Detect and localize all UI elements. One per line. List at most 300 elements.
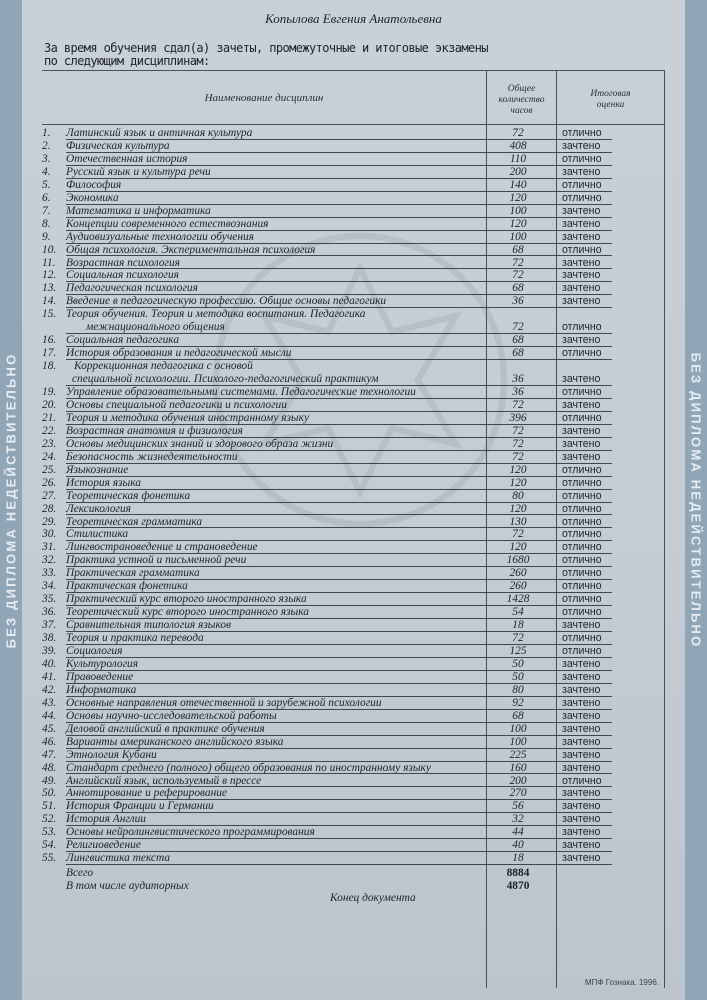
row-number: 24. bbox=[42, 450, 57, 463]
hours-value: 270 bbox=[509, 787, 527, 800]
discipline-name: История языка bbox=[66, 476, 141, 489]
hours-value: 36 bbox=[512, 295, 524, 308]
row-number: 11. bbox=[42, 256, 56, 269]
grade-value: отлично bbox=[562, 515, 602, 528]
row-number: 5. bbox=[42, 178, 51, 191]
row-number: 23. bbox=[42, 437, 57, 450]
grade-value: отлично bbox=[562, 489, 602, 502]
discipline-name: Физическая культура bbox=[66, 139, 170, 152]
table-row bbox=[42, 645, 612, 658]
row-underline bbox=[66, 864, 612, 865]
grade-value: зачтено bbox=[562, 282, 601, 295]
discipline-name: Экономика bbox=[66, 191, 119, 204]
discipline-name: Основы нейролингвистического программирования bbox=[66, 826, 315, 839]
grade-value: отлично bbox=[562, 580, 602, 593]
table-row bbox=[42, 606, 612, 619]
grade-value: отлично bbox=[562, 178, 602, 191]
row-number: 37. bbox=[42, 619, 57, 632]
table-row bbox=[42, 490, 612, 503]
hours-value: 72 bbox=[512, 437, 524, 450]
discipline-name: Теория и практика перевода bbox=[66, 632, 204, 645]
hours-value: 68 bbox=[512, 347, 524, 360]
table-row bbox=[42, 736, 612, 749]
discipline-name: Аннотирование и реферирование bbox=[66, 787, 227, 800]
table-header-border bbox=[42, 124, 665, 125]
header-hours-line-1: Общее bbox=[507, 84, 536, 94]
discipline-name: История Англии bbox=[66, 813, 146, 826]
row-number: 7. bbox=[42, 204, 51, 217]
row-number: 46. bbox=[42, 735, 57, 748]
table-row bbox=[42, 567, 612, 580]
table-row bbox=[42, 308, 612, 334]
table-row bbox=[42, 205, 612, 218]
table-row bbox=[42, 231, 612, 244]
table-row bbox=[42, 412, 612, 425]
discipline-name: Деловой английский в практике обучения bbox=[66, 722, 265, 735]
grade-value: отлично bbox=[562, 127, 602, 139]
header-grade-line-2: оценка bbox=[596, 100, 625, 110]
grade-value: зачтено bbox=[562, 217, 601, 230]
grade-value: отлично bbox=[562, 541, 602, 554]
hours-value: 408 bbox=[509, 139, 527, 152]
hours-value: 68 bbox=[512, 334, 524, 347]
table-row bbox=[42, 399, 612, 412]
row-number: 50. bbox=[42, 787, 57, 800]
grade-value: зачтено bbox=[562, 619, 601, 632]
discipline-name: Культурология bbox=[66, 657, 139, 670]
grade-value: отлично bbox=[562, 593, 602, 606]
hours-value: 72 bbox=[512, 424, 524, 437]
table-row bbox=[42, 503, 612, 516]
grade-value: отлично bbox=[562, 321, 602, 334]
discipline-name: История Франции и Германии bbox=[66, 800, 214, 813]
discipline-name: Отечественная история bbox=[66, 152, 188, 165]
row-number: 30. bbox=[42, 528, 57, 541]
table-row bbox=[42, 244, 612, 257]
table-row bbox=[42, 464, 612, 477]
discipline-name: Практика устной и письменной речи bbox=[66, 554, 247, 567]
hours-value: 54 bbox=[512, 606, 524, 619]
row-number: 52. bbox=[42, 813, 57, 826]
row-number: 26. bbox=[42, 476, 57, 489]
row-number: 51. bbox=[42, 800, 57, 813]
auditory-label: В том числе аудиторных bbox=[66, 880, 189, 892]
hours-value: 50 bbox=[512, 670, 524, 683]
hours-value: 50 bbox=[512, 657, 524, 670]
discipline-name: История образования и педагогической мысли bbox=[66, 347, 292, 360]
grade-value: зачтено bbox=[562, 204, 601, 217]
grade-value: зачтено bbox=[562, 269, 601, 282]
auditory-value: 4870 bbox=[506, 880, 530, 892]
discipline-name: Социальная педагогика bbox=[66, 334, 180, 347]
header-grade bbox=[557, 89, 664, 111]
table-row bbox=[42, 697, 612, 710]
hours-value: 125 bbox=[509, 645, 527, 657]
table-row bbox=[42, 127, 612, 140]
left-validity-band bbox=[0, 0, 22, 1000]
hours-value: 32 bbox=[512, 813, 524, 826]
row-number: 29. bbox=[42, 515, 57, 528]
table-row bbox=[42, 386, 612, 399]
discipline-name: Религиоведение bbox=[66, 839, 141, 852]
hours-value: 396 bbox=[509, 411, 527, 424]
discipline-name: Возрастная анатомия и физиология bbox=[66, 424, 243, 437]
auditory-row bbox=[42, 880, 612, 893]
hours-value: 130 bbox=[509, 515, 527, 528]
discipline-name: Философия bbox=[66, 178, 122, 191]
grade-value: отлично bbox=[562, 243, 602, 256]
hours-value: 140 bbox=[509, 178, 527, 191]
hours-value: 260 bbox=[509, 567, 527, 580]
discipline-name: Лингвострановедение и страноведение bbox=[66, 541, 258, 554]
row-number: 31. bbox=[42, 541, 57, 554]
hours-value: 80 bbox=[512, 489, 524, 502]
table-row bbox=[42, 166, 612, 179]
grade-value: отлично bbox=[562, 502, 602, 515]
grade-value: отлично bbox=[562, 774, 602, 787]
hours-value: 68 bbox=[512, 282, 524, 295]
table-row bbox=[42, 762, 612, 775]
total-value: 8884 bbox=[506, 867, 530, 879]
discipline-name: Языкознание bbox=[66, 463, 129, 476]
hours-value: 68 bbox=[512, 709, 524, 722]
table-row bbox=[42, 619, 612, 632]
row-number: 40. bbox=[42, 657, 57, 670]
grade-value: отлично bbox=[562, 463, 602, 476]
row-number: 13. bbox=[42, 282, 57, 295]
row-number: 6. bbox=[42, 191, 51, 204]
row-number: 38. bbox=[42, 632, 57, 645]
discipline-name: Безопасность жизнедеятельности bbox=[66, 450, 238, 463]
hours-value: 120 bbox=[509, 217, 527, 230]
discipline-name: Социальная психология bbox=[66, 269, 179, 282]
row-number: 34. bbox=[42, 580, 57, 593]
hours-value: 260 bbox=[509, 580, 527, 593]
grade-value: отлично bbox=[562, 645, 602, 657]
table-row bbox=[42, 179, 612, 192]
hours-value: 100 bbox=[509, 230, 527, 243]
row-number: 17. bbox=[42, 347, 57, 360]
grade-value: отлично bbox=[562, 191, 602, 204]
hours-value: 80 bbox=[512, 683, 524, 696]
table-row bbox=[42, 282, 612, 295]
grade-value: отлично bbox=[562, 152, 602, 165]
row-number: 20. bbox=[42, 398, 57, 411]
discipline-name: Стандарт среднего (полного) общего образования по иностранному языку bbox=[66, 761, 431, 774]
left-validity-text: БЕЗ ДИПЛОМА НЕДЕЙСТВИТЕЛЬНО bbox=[3, 352, 19, 648]
intro-line-2: по следующим дисциплинам: bbox=[44, 54, 210, 68]
discipline-name: Варианты американского английского языка bbox=[66, 735, 284, 748]
grade-value: зачтено bbox=[562, 787, 601, 800]
discipline-name: Аудиовизуальные технологии обучения bbox=[66, 230, 254, 243]
table-row bbox=[42, 710, 612, 723]
grade-value: зачтено bbox=[562, 230, 601, 243]
hours-value: 160 bbox=[509, 761, 527, 774]
grade-value: зачтено bbox=[562, 165, 601, 178]
table-row bbox=[42, 451, 612, 464]
row-number: 14. bbox=[42, 295, 57, 308]
table-row bbox=[42, 516, 612, 529]
hours-value: 72 bbox=[512, 632, 524, 645]
table-row bbox=[42, 593, 612, 606]
table-row bbox=[42, 800, 612, 813]
table-row bbox=[42, 140, 612, 153]
header-hours-line-3: часов bbox=[510, 106, 533, 116]
discipline-name: Правоведение bbox=[66, 670, 134, 683]
hours-value: 18 bbox=[512, 619, 524, 632]
hours-value: 120 bbox=[509, 502, 527, 515]
hours-value: 120 bbox=[509, 476, 527, 489]
right-validity-text: БЕЗ ДИПЛОМА НЕДЕЙСТВИТЕЛЬНО bbox=[688, 352, 704, 648]
row-number: 4. bbox=[42, 165, 51, 178]
hours-value: 40 bbox=[512, 839, 524, 852]
discipline-name: Английский язык, используемый в прессе bbox=[66, 774, 262, 787]
discipline-name: Сравнительная типология языков bbox=[66, 619, 232, 632]
grade-value: зачтено bbox=[562, 735, 601, 748]
table-row bbox=[42, 839, 612, 852]
discipline-name: Практическая грамматика bbox=[66, 567, 200, 580]
grade-value: зачтено bbox=[562, 295, 601, 308]
grade-value: отлично bbox=[562, 528, 602, 541]
row-number: 25. bbox=[42, 463, 57, 476]
table-row bbox=[42, 775, 612, 788]
table-row bbox=[42, 153, 612, 166]
row-number: 48. bbox=[42, 761, 57, 774]
hours-value: 68 bbox=[512, 243, 524, 256]
grade-value: зачтено bbox=[562, 450, 601, 463]
hours-value: 120 bbox=[509, 463, 527, 476]
discipline-name: Этнология Кубани bbox=[66, 748, 157, 761]
discipline-name: Общая психология. Экспериментальная психология bbox=[66, 243, 316, 256]
grade-value: отлично bbox=[562, 476, 602, 489]
grade-value: зачтено bbox=[562, 748, 601, 761]
grade-value: отлично bbox=[562, 567, 602, 580]
column-divider-right bbox=[664, 70, 665, 988]
row-number: 2. bbox=[42, 139, 51, 152]
table-row bbox=[42, 787, 612, 800]
row-number: 49. bbox=[42, 774, 57, 787]
discipline-name: Теория и методика обучения иностранному языку bbox=[66, 411, 310, 424]
table-row bbox=[42, 813, 612, 826]
table-row bbox=[42, 192, 612, 205]
discipline-name: Теоретическая грамматика bbox=[66, 515, 203, 528]
discipline-name: Информатика bbox=[66, 683, 137, 696]
hours-value: 72 bbox=[512, 528, 524, 541]
hours-value: 120 bbox=[509, 191, 527, 204]
table-row bbox=[42, 257, 612, 270]
hours-value: 72 bbox=[512, 256, 524, 269]
grade-value: зачтено bbox=[562, 139, 601, 152]
row-number: 12. bbox=[42, 269, 57, 282]
grade-value: зачтено bbox=[562, 852, 601, 865]
table-row bbox=[42, 425, 612, 438]
table-row bbox=[42, 360, 612, 386]
discipline-name: Теоретическая фонетика bbox=[66, 489, 191, 502]
row-number: 28. bbox=[42, 502, 57, 515]
table-row bbox=[42, 671, 612, 684]
discipline-name: Теоретический курс второго иностранного языка bbox=[66, 606, 309, 619]
row-number: 36. bbox=[42, 606, 57, 619]
discipline-name: Теория обучения. Теория и методика воспитания. Педагогика bbox=[66, 308, 366, 321]
row-number: 45. bbox=[42, 722, 57, 735]
table-row bbox=[42, 347, 612, 360]
grade-value: зачтено bbox=[562, 398, 601, 411]
hours-value: 18 bbox=[512, 852, 524, 865]
table-row bbox=[42, 684, 612, 697]
hours-value: 72 bbox=[512, 269, 524, 282]
intro-line-1: За время обучения сдал(а) зачеты, промежуточные и итоговые экзамены bbox=[44, 41, 488, 55]
table-row bbox=[42, 218, 612, 231]
table-row bbox=[42, 580, 612, 593]
row-number: 15. bbox=[42, 308, 57, 321]
grade-value: зачтено bbox=[562, 722, 601, 735]
right-validity-band bbox=[685, 0, 707, 1000]
grade-value: зачтено bbox=[562, 709, 601, 722]
hours-value: 200 bbox=[509, 774, 527, 787]
grade-value: зачтено bbox=[562, 373, 601, 386]
row-number: 1. bbox=[42, 127, 51, 139]
hours-value: 225 bbox=[509, 748, 527, 761]
table-row bbox=[42, 826, 612, 839]
discipline-name: Стилистика bbox=[66, 528, 129, 541]
hours-value: 72 bbox=[512, 127, 524, 139]
discipline-name: Основы научно-исследовательской работы bbox=[66, 709, 277, 722]
row-number: 47. bbox=[42, 748, 57, 761]
header-hours-line-2: количество bbox=[498, 95, 545, 105]
row-number: 8. bbox=[42, 217, 51, 230]
hours-value: 44 bbox=[512, 826, 524, 839]
grade-value: отлично bbox=[562, 554, 602, 567]
grade-value: зачтено bbox=[562, 424, 601, 437]
intro-text bbox=[44, 42, 488, 68]
row-number: 53. bbox=[42, 826, 57, 839]
row-number: 9. bbox=[42, 230, 51, 243]
discipline-name: Практический курс второго иностранного языка bbox=[66, 593, 307, 606]
discipline-name: Педагогическая психология bbox=[66, 282, 198, 295]
table-row bbox=[42, 295, 612, 308]
discipline-name: Латинский язык и античная культура bbox=[66, 127, 253, 139]
grade-value: зачтено bbox=[562, 437, 601, 450]
total-row bbox=[42, 867, 612, 880]
table-row bbox=[42, 541, 612, 554]
hours-value: 36 bbox=[512, 373, 524, 386]
discipline-name: Основы медицинских знаний и здорового образа жизни bbox=[66, 437, 334, 450]
row-number: 43. bbox=[42, 696, 57, 709]
grade-value: зачтено bbox=[562, 657, 601, 670]
discipline-name: Социология bbox=[66, 645, 123, 657]
table-row bbox=[42, 852, 612, 865]
discipline-name: Введение в педагогическую профессию. Общие основы педагогики bbox=[66, 295, 387, 308]
grade-value: зачтено bbox=[562, 839, 601, 852]
table-row bbox=[42, 749, 612, 762]
discipline-name: Основные направления отечественной и зарубежной психологии bbox=[66, 696, 382, 709]
grade-value: зачтено bbox=[562, 826, 601, 839]
grade-value: зачтено bbox=[562, 800, 601, 813]
grade-value: зачтено bbox=[562, 761, 601, 774]
grade-value: зачтено bbox=[562, 670, 601, 683]
discipline-name: Управление образовательными системами. Педагогические технологии bbox=[66, 386, 416, 398]
hours-value: 200 bbox=[509, 165, 527, 178]
discipline-name: Коррекционная педагогика с основой bbox=[74, 360, 253, 373]
grade-value: отлично bbox=[562, 411, 602, 424]
discipline-name: Лексикология bbox=[66, 502, 131, 515]
table-row bbox=[42, 269, 612, 282]
discipline-name: Математика и информатика bbox=[66, 204, 211, 217]
header-discipline: Наименование дисциплин bbox=[204, 92, 324, 104]
row-number: 16. bbox=[42, 334, 57, 347]
table-row bbox=[42, 632, 612, 645]
hours-value: 72 bbox=[512, 321, 524, 334]
row-number: 39. bbox=[42, 645, 57, 657]
row-number: 55. bbox=[42, 852, 57, 865]
header-grade-line-1: Итоговая bbox=[590, 89, 631, 99]
table-top-border bbox=[42, 70, 665, 71]
grade-value: отлично bbox=[562, 632, 602, 645]
hours-value: 100 bbox=[509, 735, 527, 748]
row-number: 21. bbox=[42, 411, 57, 424]
discipline-name: Практическая фонетика bbox=[66, 580, 188, 593]
row-number: 35. bbox=[42, 593, 57, 606]
discipline-name: Лингвистика текста bbox=[66, 852, 171, 865]
header-hours bbox=[487, 84, 556, 117]
grade-value: отлично bbox=[562, 386, 602, 398]
row-number: 32. bbox=[42, 554, 57, 567]
row-number: 54. bbox=[42, 839, 57, 852]
hours-value: 110 bbox=[509, 152, 527, 165]
hours-value: 1680 bbox=[506, 554, 530, 567]
row-number: 22. bbox=[42, 424, 57, 437]
table-row bbox=[42, 528, 612, 541]
hours-value: 1428 bbox=[506, 593, 530, 606]
hours-value: 120 bbox=[509, 541, 527, 554]
end-of-document: Конец документа bbox=[330, 892, 416, 904]
discipline-name: Концепции современного естествознания bbox=[66, 217, 269, 230]
hours-value: 56 bbox=[512, 800, 524, 813]
grade-value: зачтено bbox=[562, 256, 601, 269]
row-number: 18. bbox=[42, 360, 57, 373]
discipline-name: специальной психологии. Психолого-педагогический практикум bbox=[72, 373, 379, 386]
hours-value: 100 bbox=[509, 722, 527, 735]
row-number: 44. bbox=[42, 709, 57, 722]
table-row bbox=[42, 554, 612, 567]
table-row bbox=[42, 723, 612, 736]
grade-value: зачтено bbox=[562, 813, 601, 826]
discipline-name: Основы специальной педагогики и психологии bbox=[66, 398, 287, 411]
hours-value: 72 bbox=[512, 398, 524, 411]
grade-value: зачтено bbox=[562, 696, 601, 709]
row-number: 3. bbox=[42, 152, 51, 165]
row-number: 33. bbox=[42, 567, 57, 580]
student-name: Копылова Евгения Анатольевна bbox=[265, 11, 442, 26]
grade-value: отлично bbox=[562, 606, 602, 619]
grade-value: зачтено bbox=[562, 334, 601, 347]
row-number: 19. bbox=[42, 386, 57, 398]
row-number: 27. bbox=[42, 489, 57, 502]
table-row bbox=[42, 334, 612, 347]
table-row bbox=[42, 477, 612, 490]
hours-value: 72 bbox=[512, 450, 524, 463]
hours-value: 100 bbox=[509, 204, 527, 217]
row-number: 42. bbox=[42, 683, 57, 696]
table-row bbox=[42, 438, 612, 451]
printer-mark: МПФ Гознака. 1996. bbox=[585, 978, 659, 987]
row-number: 10. bbox=[42, 243, 57, 256]
grade-value: отлично bbox=[562, 347, 602, 360]
hours-value: 92 bbox=[512, 696, 524, 709]
hours-value: 36 bbox=[512, 386, 524, 398]
discipline-name: Русский язык и культура речи bbox=[66, 165, 211, 178]
table-row bbox=[42, 658, 612, 671]
